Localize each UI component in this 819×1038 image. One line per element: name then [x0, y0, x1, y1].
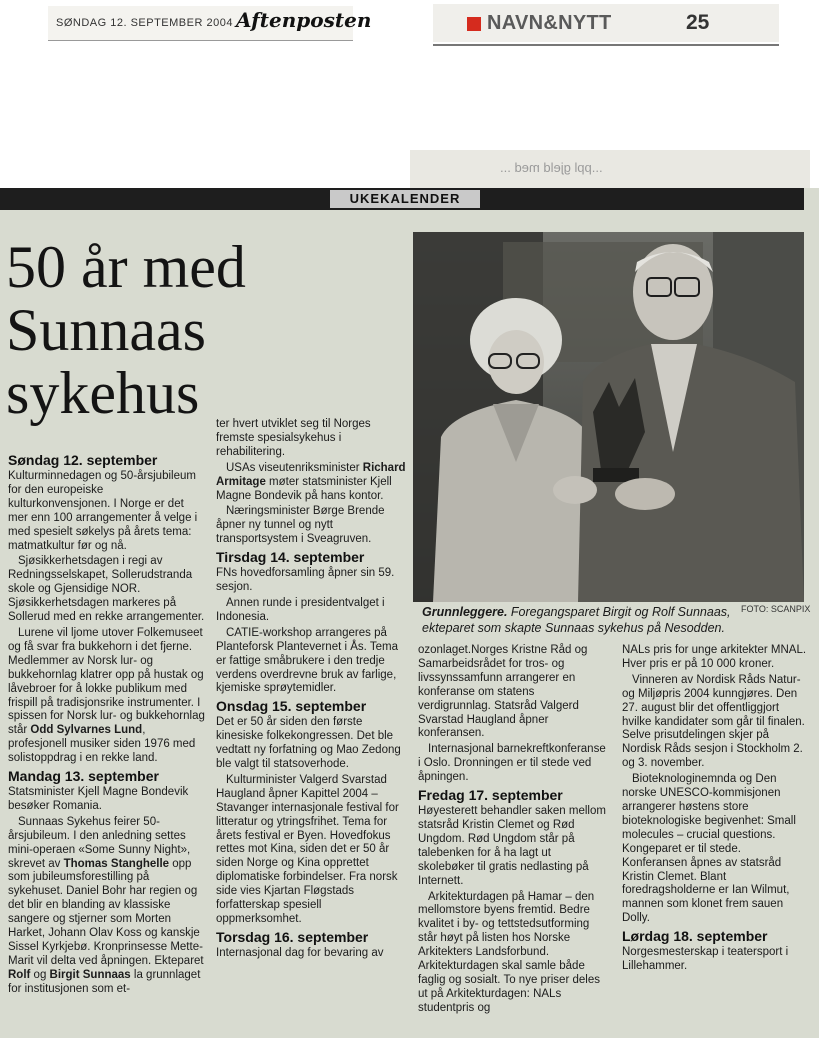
bleed-through-text: ...ppl gjeld med ... [500, 160, 603, 175]
paragraph: Arkitekturdagen på Hamar – den mellomstore byens fremtid. Bedre kvalitet i by- og tettstedsutforming står høyt på listen hos Norske Arkitekters Landsforbund. Arkitekturdagen skal samle både faglig og sosialt. To nye priser deles ut på Arkitekturdagen: NALs studentpris og [418, 890, 600, 1014]
header-rule [433, 44, 779, 46]
paragraph: Høyesterett behandler saken mellom statsråd Kristin Clemet og Rød Ungdom. Rød Ungdom står på talebenken for å ha lagt ut skolebøker til gratis nedlasting på Internett. [418, 805, 606, 887]
day-heading-saturday: Lørdag 18. september [622, 928, 768, 945]
paragraph: Internasjonal barnekreftkonferanse i Oslo. Dronningen er til stede ved åpningen. [418, 743, 606, 784]
paragraph: ter hvert utviklet seg til Norges fremste spesialsykehus i rehabilitering. [216, 418, 371, 458]
paragraph: Sjøsikkerhetsdagen i regi av Redningsselskapet, Sollerudstranda skole og Gjensidige NOR. Sjøsikkerhetsdagen markeres på Sollerud med en rekke arrangementer. [8, 555, 205, 624]
day-heading-sunday: Søndag 12. september [8, 452, 158, 468]
paragraph: CATIE-workshop arrangeres på Planteforsk Plantevernet i Ås. Tema er fattige småbrukere i den tredje verdens overdrevne bruk av farlige, kjemiske sprøytemidler. [216, 626, 398, 695]
paragraph: FNs hovedforsamling åpner sin 59. sesjon. [216, 567, 395, 594]
paragraph: Næringsminister Børge Brende åpner ny tunnel og nytt transportsystem i Sveagruven. [216, 505, 385, 546]
paragraph: Kulturminister Valgerd Svarstad Haugland åpner Kapittel 2004 – Stavanger internasjonale festival for litteratur og ytringsfrihet. Tema for årets festival er Byen. Hovedfokus rettes mot Kina, siden det er 50 år siden Norge og Kina opprettet diplomatiske forbindelser. Fra norsk side vies Kjartan Fløgstads forfatterskap spesiell oppmerksomhet. [216, 773, 399, 925]
header-date: SØNDAG 12. SEPTEMBER 2004 [56, 17, 233, 29]
column-2 [216, 418, 409, 963]
paragraph: Norgesmesterskap i teatersport i Lillehammer. [622, 946, 789, 973]
paragraph: ozonlaget.Norges Kristne Råd og Samarbeidsrådet for tros- og livssynssamfunn arrangerer en konferanse om statens verdigrunnlag. Statsråd Valgerd Svarstad Haugland åpner konferansen. [418, 644, 588, 740]
paragraph: Statsminister Kjell Magne Bondevik besøker Romania. [8, 786, 189, 812]
day-heading-monday: Mandag 13. september [8, 768, 159, 785]
paragraph: Vinneren av Nordisk Råds Natur- og Miljøpris 2004 kunngjøres. Den 27. august blir det offentliggjort hvilke kandidater som går til finalen. Selve prisutdelingen skjer på Nordisk Råds sesjon i Stockholm 2. og 3. november. [622, 673, 805, 770]
day-heading-friday: Fredag 17. september [418, 787, 563, 804]
day-heading-wednesday: Onsdag 15. september [216, 698, 367, 715]
section-bar [0, 188, 804, 210]
photo-illustration [413, 232, 804, 602]
paragraph: NALs pris for unge arkitekter MNAL. Hver pris er på 10 000 kroner. [622, 644, 807, 670]
header-left-strip [48, 6, 372, 41]
paragraph: Internasjonal dag for bevaring av [216, 946, 384, 959]
section-square-icon [467, 17, 481, 31]
column-4 [622, 644, 808, 976]
masthead-logo: Aftenposten [236, 8, 372, 32]
paragraph: Lurene vil ljome utover Folkemuseet og få svar fra bukkehorn i det fjerne. Medlemmer av Norsk lur- og bukkehornlag klatrer opp på hustak og låvebroer for å lokke publikum med frispill på tradisjonsrike instrumenter. I spissen for Norsk lur- og bukkehornlag står Odd Sylvarnes Lund, profesjonell musiker siden 1976 med solistoppdrag i en rekke land. [8, 626, 205, 765]
paragraph: USAs viseutenriksminister Richard Armitage møter statsminister Kjell Magne Bondevik på hans kontor. [216, 461, 406, 502]
page-number: 25 [686, 11, 710, 34]
header-right-strip [433, 4, 779, 42]
section-title: NAVN&NYTT [487, 12, 612, 34]
paragraph: Det er 50 år siden den første kinesiske folkekongressen. Det ble vedtatt ny forfatning og Mao Zedong ble valgt til statsoverhode. [216, 716, 401, 771]
headline: 50 år med Sunnaas sykehus [6, 234, 246, 426]
caption-text: Foregangsparet Birgit og Rolf Sunnaas, ekteparet som skapte Sunnaas sykehus på Nesodden. [422, 605, 731, 635]
day-heading-thursday: Torsdag 16. september [216, 928, 369, 945]
newspaper-clipping [0, 188, 819, 1038]
day-heading-tuesday: Tirsdag 14. september [216, 549, 365, 566]
column-3 [418, 644, 608, 1018]
paragraph: Bioteknologinemnda og Den norske UNESCO-kommisjonen arrangerer høstens store bioteknologiske begivenhet: Small molecules – crucial questions. Kongeparet er til stede. Konferansen åpnes av statsråd Kristin Clemet. Blant foredragsholderne er Ian Wilmut, mannen som klonet frem sauen Dolly. [622, 773, 796, 925]
section-label: UKEKALENDER [330, 190, 480, 208]
paragraph: Annen runde i presidentvalget i Indonesia. [216, 596, 385, 623]
bleed-through-strip [410, 150, 810, 190]
photo [413, 232, 804, 602]
paragraph: Sunnaas Sykehus feirer 50-årsjubileum. I den anledning settes mini-operaen «Some Sunny Night», skrevet av Thomas Stanghelle opp som jubileumsforestilling på sykehuset. Daniel Bohr har regien og det blir en blanding av klassiske sangere og stjerner som Morten Harket, Johann Olav Koss og kanskje Sissel Kyrkjebø. Kronprinsesse Mette-Marit vil delta ved åpningen. Ekteparet Rolf og Birgit Sunnaas la grunnlaget for institusjonen som et- [8, 815, 204, 995]
caption-lead: Grunnleggere. [422, 605, 508, 619]
paragraph: Kulturminnedagen og 50-årsjubileum for den europeiske kulturkonvensjonen. I Norge er det mer enn 100 arrangementer å velge i med spesielt søkelys på årets tema: matmatkultur før og nå. [8, 470, 198, 552]
column-1 [8, 450, 206, 999]
photo-credit: FOTO: SCANPIX [741, 604, 811, 614]
photo-caption [422, 604, 740, 636]
